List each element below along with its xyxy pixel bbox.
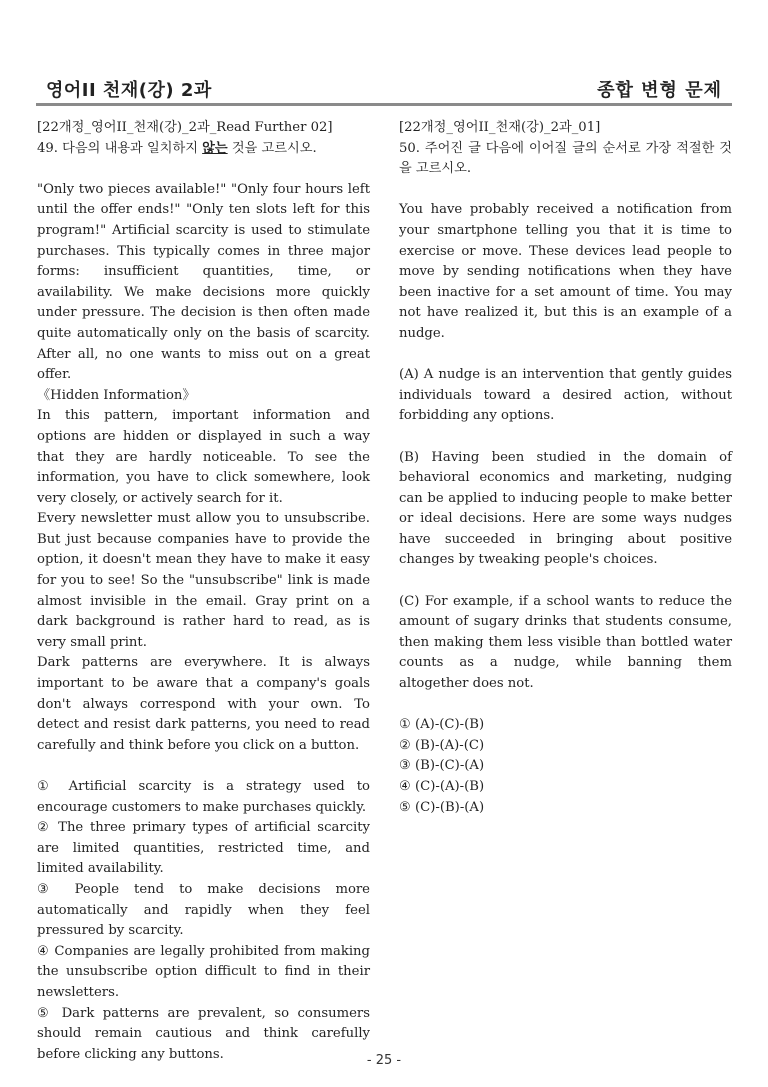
page-header bbox=[36, 74, 732, 104]
q49-passage-p1: "Only two pieces available!" "Only four hours left until the offer ends!" "Only ten slots left for this program!" Artificial scarcity is used to stimulate purchases. This typically comes in three major forms: insufficient quantities, time, or availability. We make decisions more quickly under pressure. The decision is then often made quite automatically only on the basis of scarcity. After all, no one wants to miss out on a great offer. bbox=[37, 181, 370, 383]
q49-option-2[interactable]: ② The three primary types of artificial scarcity are limited quantities, restricted time, and limited availability. bbox=[37, 820, 370, 877]
q49-title-emphasis: 않는 bbox=[202, 140, 228, 156]
question-50 bbox=[399, 118, 732, 818]
q49-title-prefix: 49. 다음의 내용과 일치하지 bbox=[37, 140, 203, 156]
q49-passage-heading: 《Hidden Information》 bbox=[37, 387, 196, 403]
header-divider bbox=[36, 103, 732, 106]
q50-option-4[interactable]: ④ (C)-(A)-(B) bbox=[399, 779, 485, 794]
q49-option-3[interactable]: ③ People tend to make decisions more automatically and rapidly when they feel pressured by scarcity. bbox=[37, 881, 370, 939]
header-left-title: 영어II 천재(강) 2과 bbox=[46, 80, 212, 101]
q49-title-suffix: 것을 고르시오. bbox=[227, 140, 317, 156]
q49-option-1[interactable]: ① Artificial scarcity is a strategy used to encourage customers to make purchases quickly. bbox=[37, 779, 370, 815]
q50-paragraph-a: (A) A nudge is an intervention that gently guides individuals toward a desired action, without forbidding any options. bbox=[399, 367, 732, 424]
q50-option-1[interactable]: ① (A)-(C)-(B) bbox=[399, 717, 485, 733]
q50-option-3[interactable]: ③ (B)-(C)-(A) bbox=[399, 758, 485, 774]
page-number: - 25 - bbox=[366, 1053, 402, 1068]
q49-passage-p3: Every newsletter must allow you to unsubscribe. But just because companies have to provide the option, it doesn't mean they have to make it easy for you to see! So the "unsubscribe" link is made almost invisible in the email. Gray print on a dark background is rather hard to read, as is very small print. bbox=[37, 511, 370, 650]
q50-paragraph-c: (C) For example, if a school wants to reduce the amount of sugary drinks that students consume, then making them less visible than bottled water counts as a nudge, while banning them altogether does not. bbox=[399, 593, 732, 692]
q49-source: [22개정_영어II_천재(강)_2과_Read Further 02] bbox=[37, 120, 333, 135]
q50-intro: You have probably received a notification from your smartphone telling you that it is time to exercise or move. These devices lead people to move by sending notifications when they have been inactive for a set amount of time. You may not have realized it, but this is an example of a nudge. bbox=[399, 202, 732, 341]
q49-option-4[interactable]: ④ Companies are legally prohibited from making the unsubscribe option difficult to find in their newsletters. bbox=[37, 943, 370, 1000]
q50-source: [22개정_영어II_천재(강)_2과_01] bbox=[399, 120, 601, 135]
q50-option-5[interactable]: ⑤ (C)-(B)-(A) bbox=[399, 799, 485, 815]
q50-title: 50. 주어진 글 다음에 이어질 글의 순서로 가장 적절한 것을 고르시오. bbox=[399, 140, 732, 177]
q49-option-5[interactable]: ⑤ Dark patterns are prevalent, so consumers should remain cautious and think carefully before clicking any buttons. bbox=[37, 1005, 370, 1062]
q49-title bbox=[37, 139, 370, 160]
q50-option-2[interactable]: ② (B)-(A)-(C) bbox=[399, 737, 485, 753]
q50-paragraph-b: (B) Having been studied in the domain of behavioral economics and marketing, nudging can be applied to inducing people to make better or ideal decisions. Here are some ways nudges have succeeded in bringing about positive changes by tweaking people's choices. bbox=[399, 449, 732, 568]
q49-passage-p4: Dark patterns are everywhere. It is always important to be aware that a company's goals don't always correspond with your own. To detect and resist dark patterns, you need to read carefully and think before you click on a button. bbox=[37, 655, 370, 753]
q49-passage-p2: In this pattern, important information and options are hidden or displayed in such a way that they are hardly noticeable. To see the information, you have to click somewhere, look very closely, or actively search for it. bbox=[37, 408, 370, 506]
header-right-title: 종합 변형 문제 bbox=[597, 80, 722, 101]
question-49 bbox=[37, 118, 370, 1065]
